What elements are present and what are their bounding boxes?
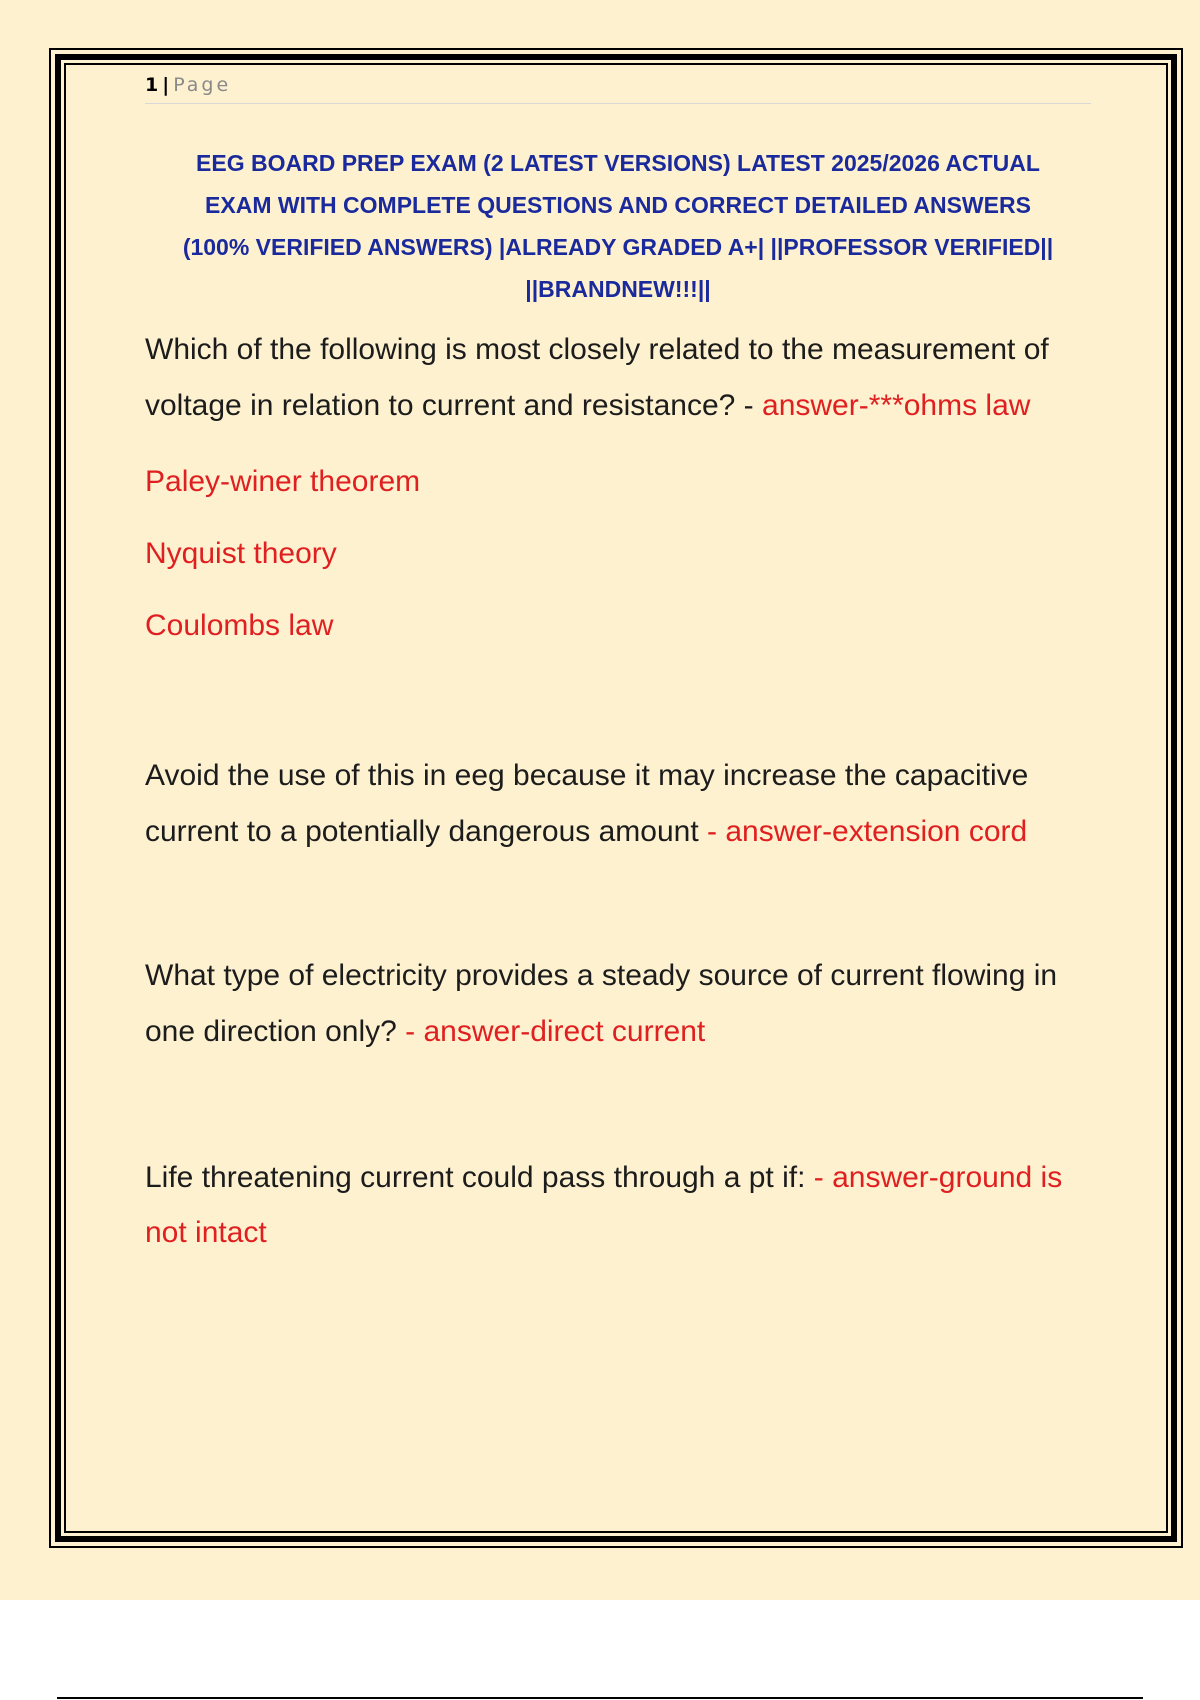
answer-option: Nyquist theory [145, 537, 337, 570]
document-content [145, 72, 1091, 1260]
answer-text: - answer-ground is not intact [145, 1161, 1063, 1249]
bottom-divider [57, 1697, 1143, 1699]
title-line: EEG BOARD PREP EXAM (2 LATEST VERSIONS) LATEST 2025/2026 ACTUAL [196, 150, 1040, 176]
question-text: Avoid the use of this in eeg because it may increase the capacitive current to a potentially dangerous amount [145, 759, 1029, 848]
title-line: (100% VERIFIED ANSWERS) |ALREADY GRADED A+| ||PROFESSOR VERIFIED|| [182, 234, 1054, 260]
page-separator: | [162, 74, 170, 96]
page-header [145, 72, 1091, 104]
page-number: 1 [145, 74, 159, 96]
document-title [145, 142, 1091, 310]
question-text: What type of electricity provides a steady source of current flowing in one direction only? [145, 959, 1058, 1048]
question-block [145, 948, 1091, 1060]
question-block [145, 1150, 1091, 1260]
answer-option: Coulombs law [145, 609, 334, 642]
title-line: EXAM WITH COMPLETE QUESTIONS AND CORRECT DETAILED ANSWERS [205, 192, 1031, 218]
question-text: Life threatening current could pass through a pt if: [145, 1161, 814, 1194]
answer-option: Paley-winer theorem [145, 465, 421, 498]
title-line: ||BRANDNEW!!!|| [525, 276, 711, 302]
answer-text: - answer-direct current [405, 1015, 706, 1048]
question-block [145, 322, 1091, 434]
question-text: Which of the following is most closely related to the measurement of voltage in relation to current and resistance? - [145, 333, 1049, 422]
question-block [145, 748, 1091, 860]
answer-text: - answer-extension cord [707, 815, 1028, 848]
page-label: Page [173, 74, 232, 96]
answer-text: answer-***ohms law [762, 389, 1031, 422]
